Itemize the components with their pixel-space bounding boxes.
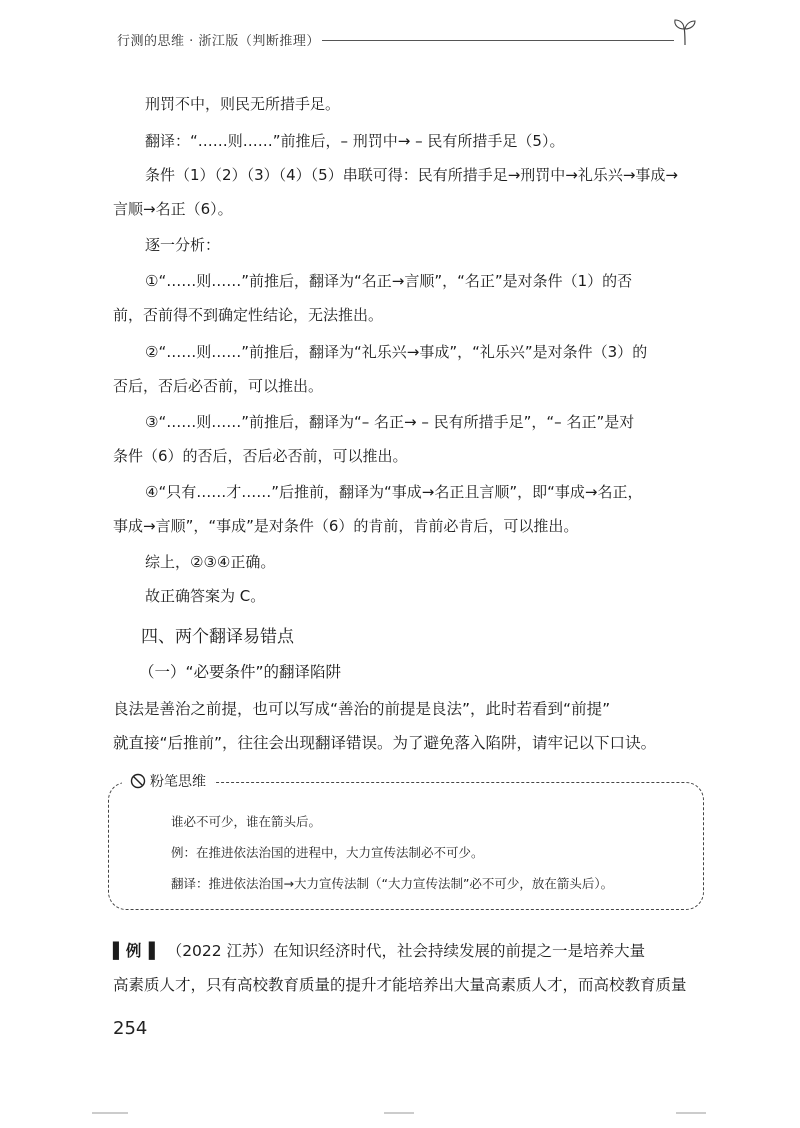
tip-line: 谁必不可少，谁在箭头后。: [171, 814, 322, 829]
text-line: 翻译：“……则……”前推后，– 刑罚中→ – 民有所措手足（5）。: [145, 132, 565, 150]
tip-label: [122, 771, 214, 791]
example-text: （2022 江苏）在知识经济时代，社会持续发展的前提之一是培养大量: [166, 942, 646, 960]
tip-label-text: 粉笔思维: [150, 774, 206, 790]
option-3-line1: ③“……则……”前推后，翻译为“– 名正→ – 民有所措手足”，“– 名正”是对: [145, 413, 635, 431]
summary-line: 综上，②③④正确。: [145, 553, 276, 571]
option-4-line2: 事成→言顺”，“事成”是对条件（6）的肯前，肯前必肯后，可以推出。: [113, 517, 579, 535]
section-subheading: （一）“必要条件”的翻译陷阱: [139, 663, 342, 681]
option-1-line1: ①“……则……”前推后，翻译为“名正→言顺”，“名正”是对条件（1）的否: [145, 272, 633, 290]
scan-artifact: [92, 1112, 128, 1114]
answer-line: 故正确答案为 C。: [145, 587, 266, 605]
sprout-icon: [672, 18, 698, 46]
body-line: 就直接“后推前”，往往会出现翻译错误。为了避免落入陷阱，请牢记以下口诀。: [113, 734, 657, 752]
option-2-line1: ②“……则……”前推后，翻译为“礼乐兴→事成”，“礼乐兴”是对条件（3）的: [145, 343, 648, 361]
body-line: 良法是善治之前提，也可以写成“善治的前提是良法”，此时若看到“前提”: [113, 700, 611, 718]
scan-artifact: [384, 1112, 414, 1114]
text-line: 言顺→名正（6）。: [113, 200, 233, 218]
header-title: 行测的思维 · 浙江版（判断推理）: [117, 34, 320, 49]
header-rule: [322, 40, 674, 41]
example-marker: ▌例 ▌: [113, 942, 162, 960]
example-line: [113, 939, 713, 961]
prohibit-icon: [130, 773, 146, 789]
page-number: 254: [113, 1018, 148, 1039]
scan-artifact: [676, 1112, 706, 1114]
tip-line: 翻译：推进依法治国→大力宣传法制（“大力宣传法制”必不可少，放在箭头后）。: [171, 876, 614, 891]
section-heading: 四、两个翻译易错点: [141, 627, 294, 647]
option-2-line2: 否后，否后必否前，可以推出。: [113, 377, 324, 395]
example-line: 高素质人才，只有高校教育质量的提升才能培养出大量高素质人才，而高校教育质量: [113, 976, 687, 994]
option-4-line1: ④“只有……才……”后推前，翻译为“事成→名正且言顺”，即“事成→名正，: [145, 483, 643, 501]
text-line: 条件（1）（2）（3）（4）（5）串联可得：民有所措手足→刑罚中→礼乐兴→事成→: [145, 166, 678, 184]
text-line: 刑罚不中，则民无所措手足。: [145, 95, 341, 113]
option-3-line2: 条件（6）的否后，否后必否前，可以推出。: [113, 447, 408, 465]
option-1-line2: 前，否前得不到确定性结论，无法推出。: [113, 306, 384, 324]
tip-line: 例：在推进依法治国的进程中，大力宣传法制必不可少。: [171, 845, 484, 860]
text-line: 逐一分析：: [145, 236, 221, 254]
